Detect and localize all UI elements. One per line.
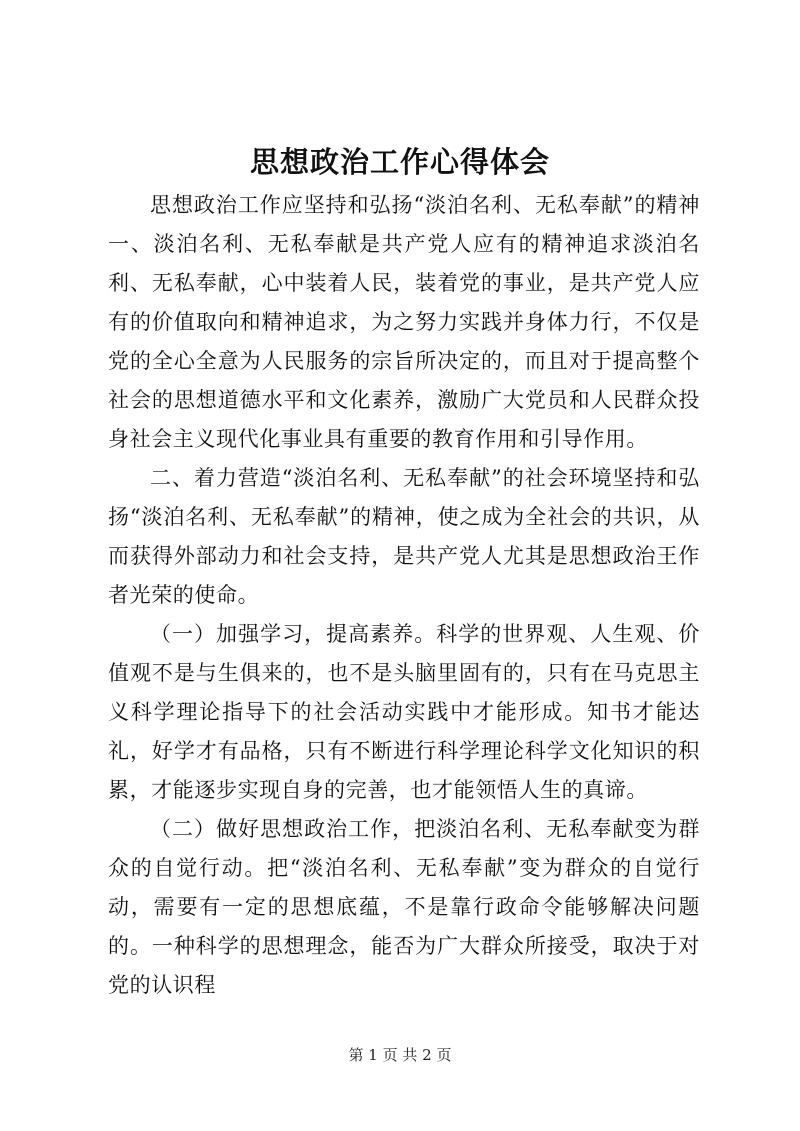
paragraph-4: （二）做好思想政治工作，把淡泊名利、无私奉献变为群众的自觉行动。把“淡泊名利、无私奉献”变为群众的自觉行动，需要有一定的思想底蕴，不是靠行政命令能够解决问题的。一种科学的思想理念，能否为广大群众所接受，取决于对党的认识程 <box>108 817 700 997</box>
paragraph-1: 思想政治工作应坚持和弘扬“淡泊名利、无私奉献”的精神一、淡泊名利、无私奉献是共产党人应有的精神追求淡泊名利、无私奉献，心中装着人民，装着党的事业，是共产党人应有的价值取向和精神追求，为之努力实践并身体力行，不仅是党的全心全意为人民服务的宗旨所决定的，而且对于提高整个社会的思想道德水平和文化素养，激励广大党员和人民群众投身社会主义现代化事业具有重要的教育作用和引导作用。 <box>108 193 700 451</box>
paragraph-3: （一）加强学习，提高素养。科学的世界观、人生观、价值观不是与生俱来的，也不是头脑里固有的，只有在马克思主义科学理论指导下的社会活动实践中才能形成。知书才能达礼，好学才有品格，只有不断进行科学理论科学文化知识的积累，才能逐步实现自身的完善，也才能领悟人生的真谛。 <box>108 622 700 802</box>
document-title: 思想政治工作心得体会 <box>249 145 550 179</box>
paragraph-2: 二、着力营造“淡泊名利、无私奉献”的社会环境坚持和弘扬“淡泊名利、无私奉献”的精神，使之成为全社会的共识，从而获得外部动力和社会支持，是共产党人尤其是思想政治王作者光荣的使命。 <box>108 466 700 607</box>
page-footer: 第 1 页 共 2 页 <box>348 1046 452 1064</box>
document-body <box>108 186 700 1005</box>
